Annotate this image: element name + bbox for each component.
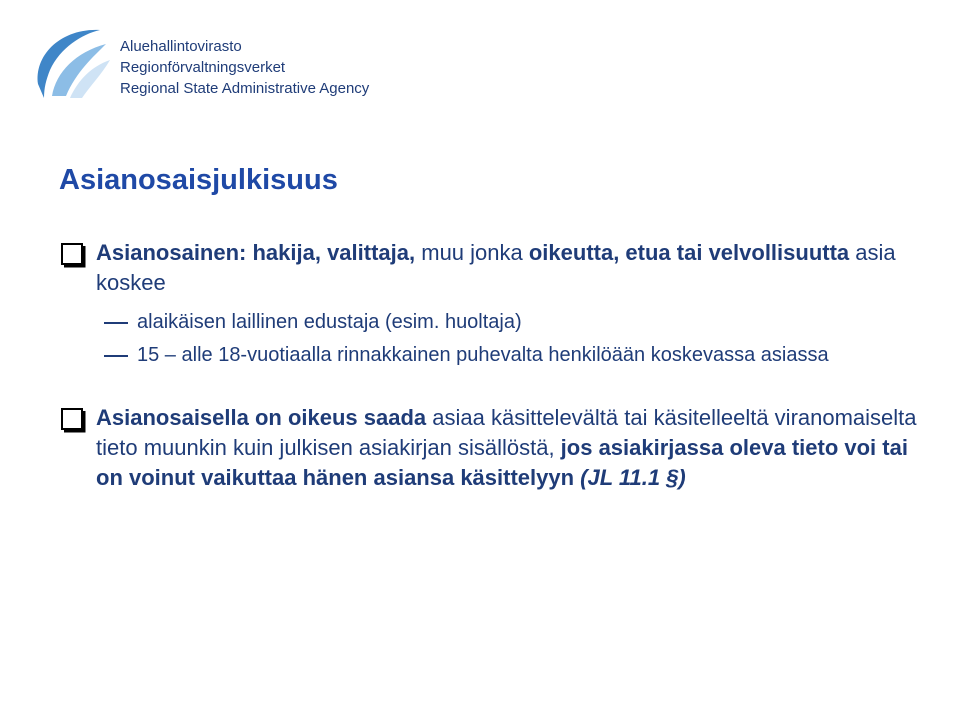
bullet-item-2 <box>61 403 921 493</box>
checkbox-icon <box>61 243 89 269</box>
bullet-text-2 <box>96 403 921 493</box>
agency-name-swedish: Regionförvaltningsverket <box>120 59 286 76</box>
law-reference: (JL 11.1 §) <box>580 465 686 490</box>
sub-bullet-item-1 <box>104 307 884 338</box>
bullet-2-bold-b: jos asiakirjassa oleva tieto voi tai on voinut vaikuttaa hänen asiansa käsittelyyn <box>96 435 908 490</box>
agency-name-english: Regional State Administrative Agency <box>120 80 370 97</box>
bullet-item-1 <box>61 238 921 298</box>
bullet-2-normal-a: asiaa käsittelevältä tai käsitelleeltä viranomaiselta tieto muunkin kuin julkisen asiakirjan sisällöstä, <box>96 405 917 460</box>
inline-dash-icon: – <box>159 344 182 366</box>
bullet-2-bold-a: Asianosaisella on oikeus saada <box>96 405 427 430</box>
agency-name <box>120 36 369 99</box>
sub-bullet-2-rest: alle 18-vuotiaalla rinnakkainen puhevalta henkilöään koskevassa asiassa <box>181 344 829 366</box>
bullet-1-normal-b: asia koskee <box>96 240 896 295</box>
sub-bullet-text-2 <box>137 340 884 371</box>
sub-bullet-item-2 <box>104 340 884 371</box>
sub-bullet-text-1: alaikäisen laillinen edustaja (esim. huoltaja) <box>137 311 522 333</box>
bullet-1-bold-a: Asianosainen: hakija, valittaja, <box>96 240 416 265</box>
sub-bullet-2-age: 15 <box>137 344 160 366</box>
dash-icon <box>104 355 128 357</box>
agency-name-finnish: Aluehallintovirasto <box>120 38 242 55</box>
checkbox-icon <box>61 408 89 434</box>
bullet-text-1 <box>96 238 921 298</box>
dash-icon <box>104 322 128 324</box>
agency-logo-icon <box>30 22 114 102</box>
bullet-1-bold-b: oikeutta, etua tai velvollisuutta <box>528 240 850 265</box>
bullet-1-normal-a: muu jonka <box>415 240 529 265</box>
slide-title: Asianosaisjulkisuus <box>59 164 338 196</box>
